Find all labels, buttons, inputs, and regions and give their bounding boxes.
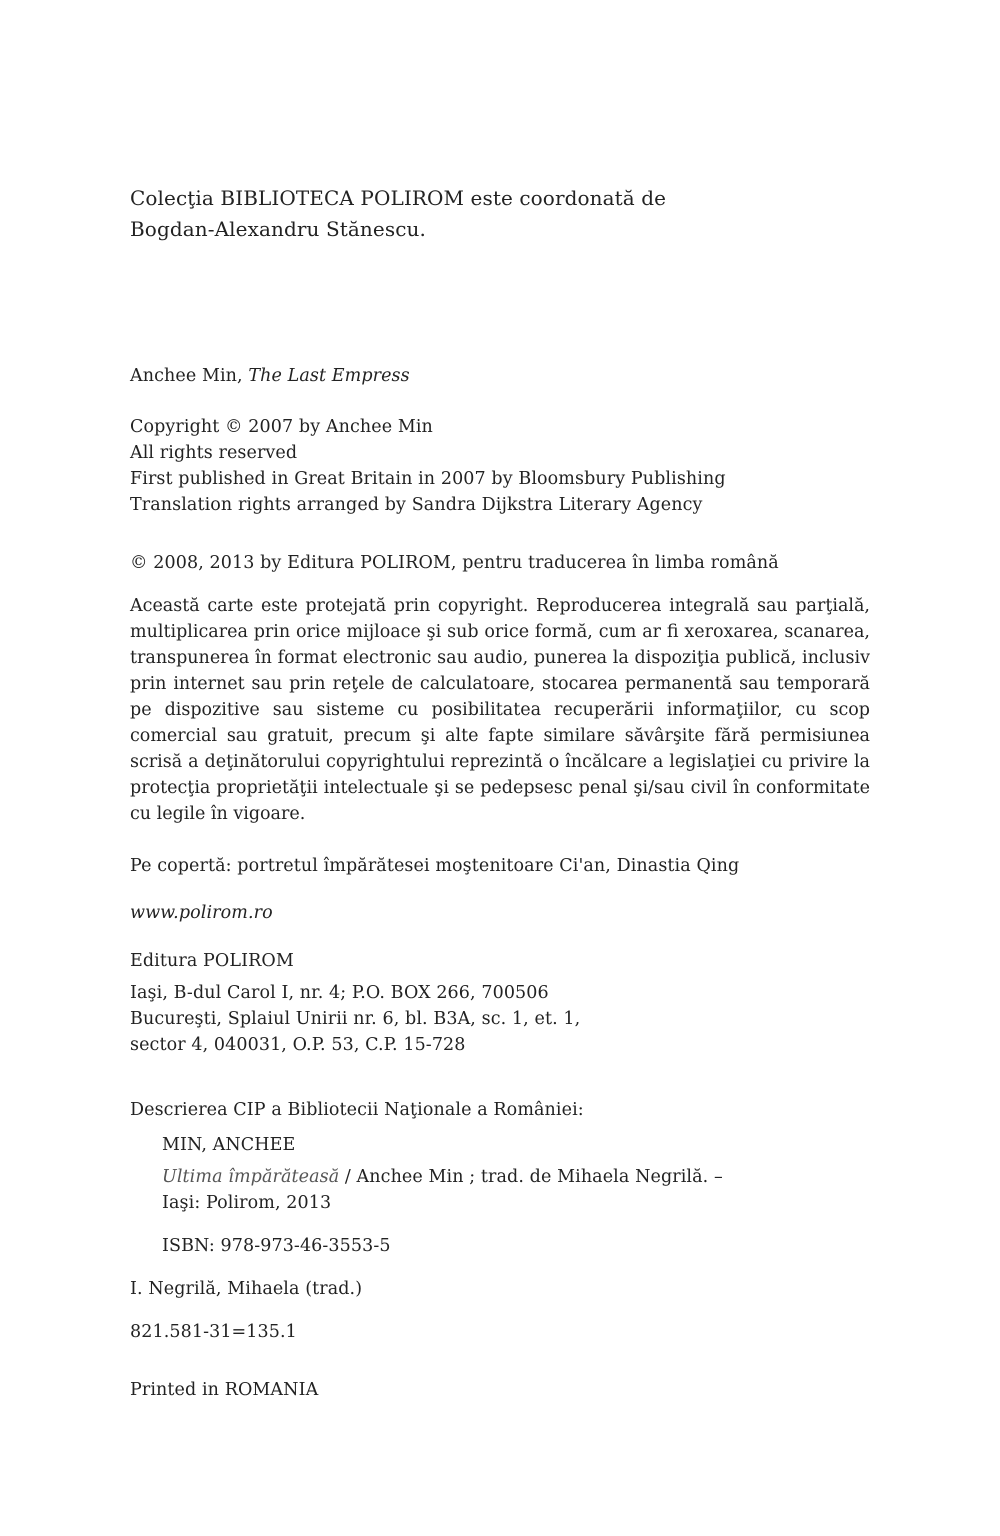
copyright-line-1: Copyright © 2007 by Anchee Min — [130, 417, 433, 437]
cip-title: Ultima împărăteasă — [162, 1167, 340, 1187]
cip-imprint: Iaşi: Polirom, 2013 — [162, 1193, 332, 1213]
cover-note-text: Pe copertă: portretul împărătesei moştenitoare Ci'an, Dinastia Qing — [130, 856, 740, 876]
collection-note — [130, 183, 870, 245]
copyright-line-3: First published in Great Britain in 2007 by Bloomsbury Publishing — [130, 469, 726, 489]
printed-in — [130, 1377, 870, 1403]
translation-copyright-text: © 2008, 2013 by Editura POLIROM, pentru traducerea în limba română — [130, 553, 779, 573]
legal-notice — [130, 593, 870, 827]
cip-translator: I. Negrilă, Mihaela (trad.) — [130, 1279, 363, 1299]
original-title: The Last Empress — [248, 366, 410, 386]
original-copyright — [130, 414, 870, 518]
publisher — [130, 948, 870, 1058]
cip-author: MIN, ANCHEE — [162, 1135, 296, 1155]
publisher-name: Editura POLIROM — [130, 951, 294, 971]
copyright-line-4: Translation rights arranged by Sandra Dijkstra Literary Agency — [130, 495, 703, 515]
cip-title-details: / Anchee Min ; trad. de Mihaela Negrilă. – — [339, 1167, 723, 1187]
translation-copyright — [130, 550, 870, 576]
website — [130, 900, 870, 926]
publisher-address-3: sector 4, 040031, O.P. 53, C.P. 15-728 — [130, 1035, 466, 1055]
cip-classification: 821.581-31=135.1 — [130, 1322, 297, 1342]
original-author: Anchee Min, — [130, 366, 249, 386]
publisher-address-2: Bucureşti, Splaiul Unirii nr. 6, bl. B3A, sc. 1, et. 1, — [130, 1009, 581, 1029]
collection-note-line-1: Colecţia BIBLIOTECA POLIROM este coordonată de — [130, 186, 667, 210]
cip-description — [130, 1097, 870, 1345]
cip-isbn: ISBN: 978-973-46-3553-5 — [162, 1236, 391, 1256]
cip-heading: Descrierea CIP a Bibliotecii Naţionale a României: — [130, 1100, 584, 1120]
printed-in-text: Printed in ROMANIA — [130, 1380, 319, 1400]
cover-note — [130, 853, 870, 879]
original-work — [130, 363, 870, 389]
publisher-address-1: Iaşi, B-dul Carol I, nr. 4; P.O. BOX 266, 700506 — [130, 983, 549, 1003]
website-link[interactable]: www.polirom.ro — [130, 903, 273, 923]
collection-note-line-2: Bogdan-Alexandru Stănescu. — [130, 217, 426, 241]
legal-notice-text: Această carte este protejată prin copyright. Reproducerea integrală sau parţială, multiplicarea prin orice mijloace şi sub orice formă, cum ar fi xeroxarea, scanarea, transpunerea în format electronic sau audio, punerea la dispoziţia publică, inclusiv prin internet sau prin reţele de calculatoare, stocarea permanentă sau temporară pe dispozitive sau sisteme cu posibilitatea recuperării informaţiilor, cu scop comercial sau gratuit, precum şi alte fapte similare săvârşite fără permisiunea scrisă a deţinătorului copyrightului reprezintă o încălcare a legislaţiei cu privire la protecţia proprietăţii intelectuale şi se pedepsesc penal şi/sau civil în conformitate cu legile în vigoare. — [130, 596, 870, 824]
copyright-line-2: All rights reserved — [130, 443, 298, 463]
